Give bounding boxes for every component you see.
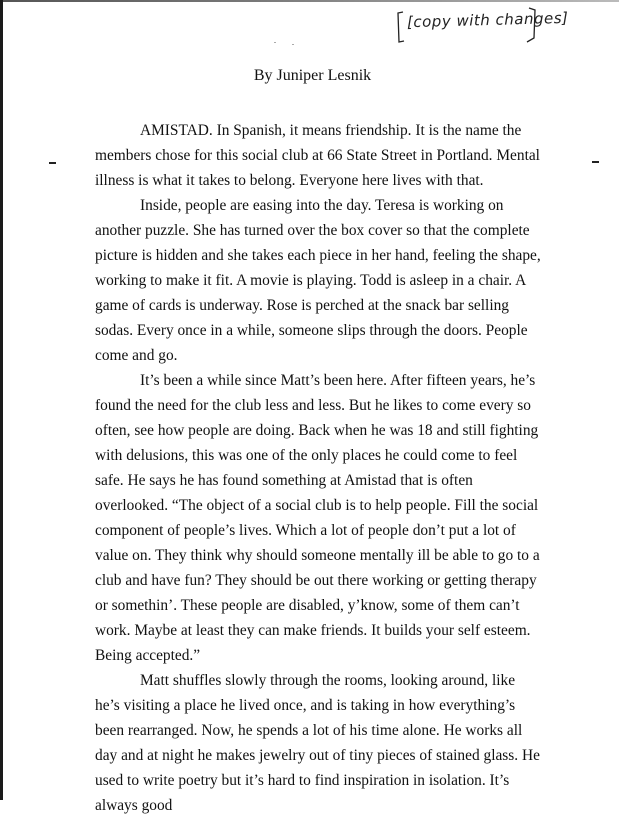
article-body xyxy=(95,118,543,818)
paragraph: It’s been a while since Matt’s been here. After fifteen years, he’s found the need for the club less and less. But he likes to come every so often, see how people are doing. Back when he was 18 and still fighting with delusions, this was one of the only places he could come to feel safe. He says he has found something at Amistad that is often overlooked. “The object of a social club is to help people. Fill the social component of people’s lives. Which a lot of people don’t put a lot of value on. They think why should someone mentally ill be able to go to a club and have fun? They should be out there working or getting therapy or somethin’. These people are disabled, y’know, some of them can’t work. Maybe at least they can make friends. It builds your self esteem. Being accepted.” xyxy=(95,372,540,664)
margin-mark-right xyxy=(592,161,599,163)
handwritten-note xyxy=(393,6,569,44)
scan-top-edge xyxy=(0,0,619,2)
paragraph: AMISTAD. In Spanish, it means friendship. It is the name the members chose for this social club at 66 State Street in Portland. Mental illness is what it takes to belong. Everyone here lives with that. xyxy=(95,122,540,189)
scan-speck xyxy=(274,42,276,43)
scan-left-edge xyxy=(0,0,3,800)
scan-speck xyxy=(292,44,294,45)
paragraph: Inside, people are easing into the day. Teresa is working on another puzzle. She has turned over the box cover so that the complete picture is hidden and she takes each piece in her hand, feeling the shape, working to make it fit. A movie is playing. Todd is asleep in a chair. A game of cards is underway. Rose is perched at the snack bar selling sodas. Every once in a while, someone slips through the doors. People come and go. xyxy=(95,197,541,364)
paragraph: Matt shuffles slowly through the rooms, looking around, like he’s visiting a place he lived once, and is taking in how everything’s been rearranged. Now, he spends a lot of his time alone. He works all day and at night he makes jewelry out of tiny pieces of stained glass. He used to write poetry but it’s hard to find inspiration in isolation. It’s always good xyxy=(95,672,540,814)
margin-mark-left xyxy=(49,162,56,164)
byline: By Juniper Lesnik xyxy=(253,67,372,84)
handwritten-note-text: [copy with changes] xyxy=(406,8,569,32)
